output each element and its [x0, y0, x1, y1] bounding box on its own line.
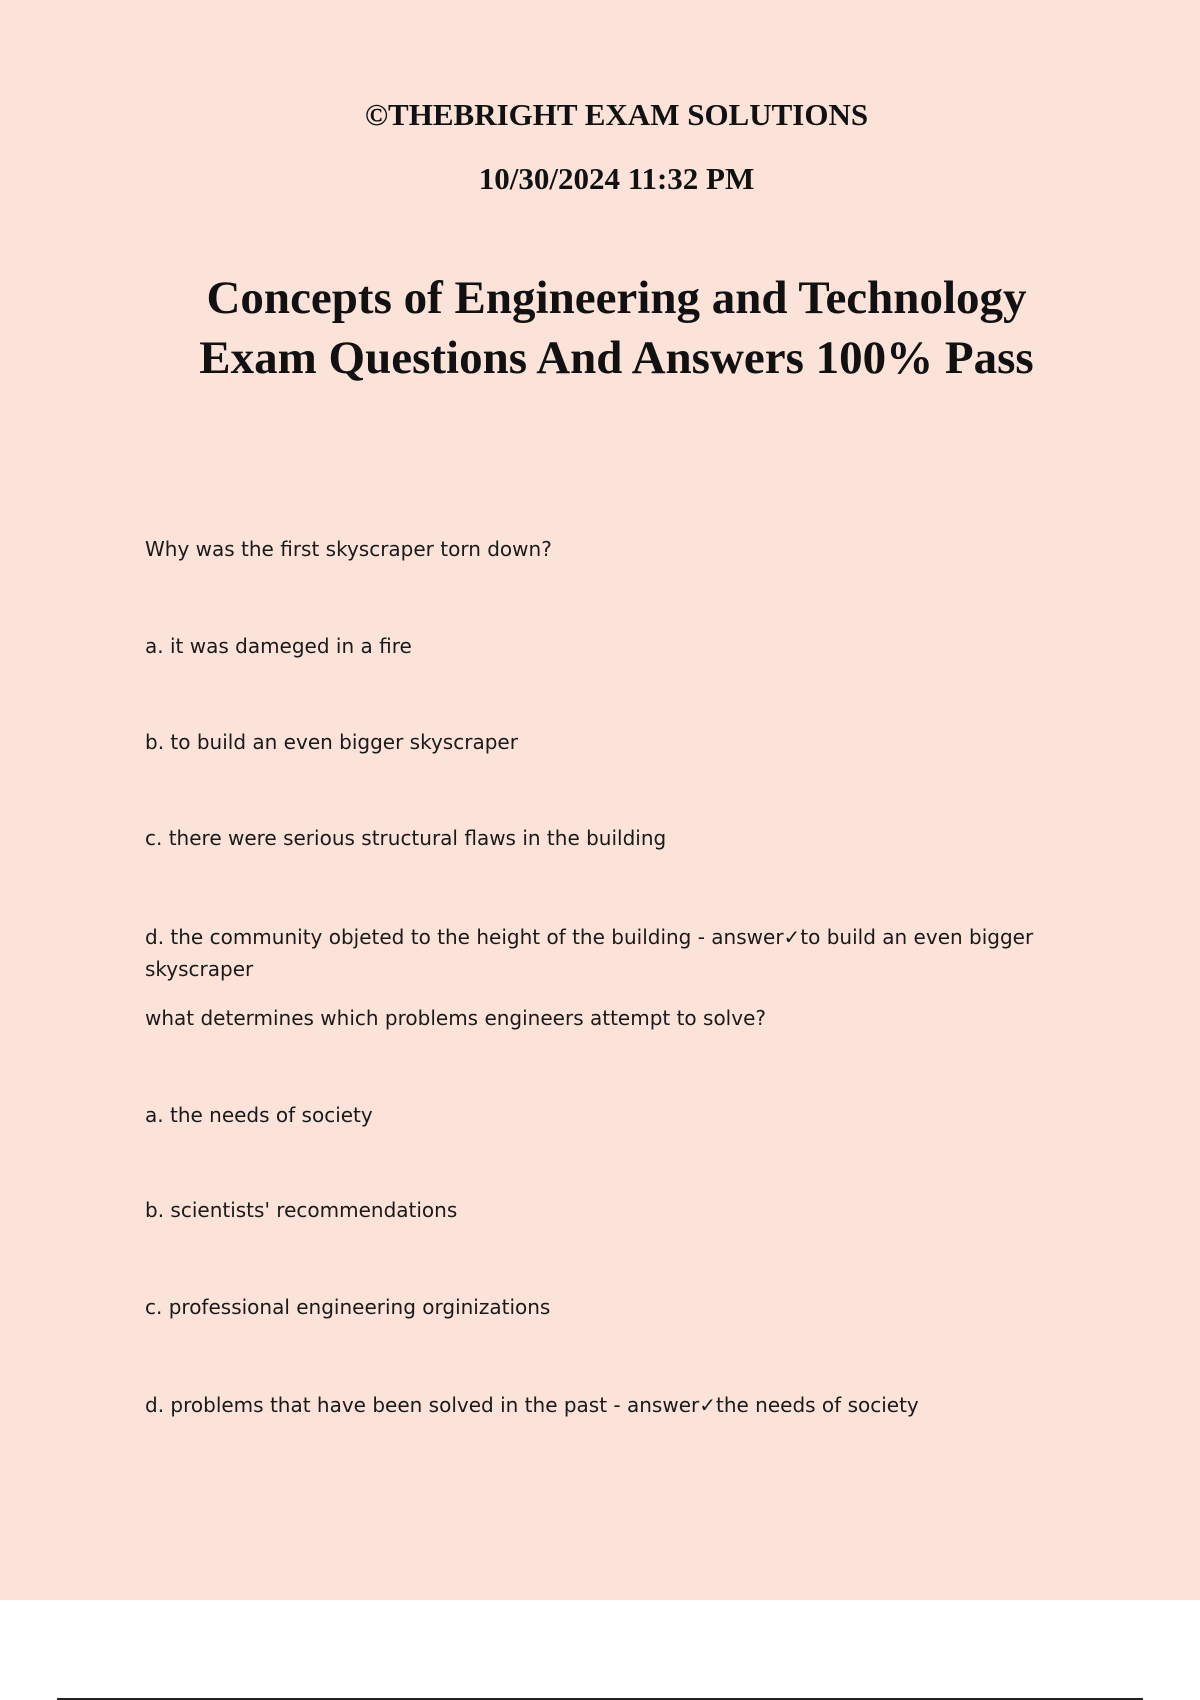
question-1-option-b: b. to build an even bigger skyscraper [145, 730, 518, 754]
question-1-option-c: c. there were serious structural flaws in the building [145, 826, 667, 850]
question-1-answer-continuation: skyscraper [145, 957, 254, 981]
question-1-option-a: a. it was dameged in a fire [145, 634, 412, 658]
question-2-option-d: d. problems that have been solved in the past - answer✓the needs of society [145, 1393, 919, 1417]
question-2: what determines which problems engineers attempt to solve? [145, 1006, 766, 1030]
copyright-header: ©THEBRIGHT EXAM SOLUTIONS [364, 97, 869, 132]
title-line-2: Exam Questions And Answers 100% Pass [199, 332, 1034, 384]
question-2-option-a: a. the needs of society [145, 1103, 373, 1127]
timestamp: 10/30/2024 11:32 PM [478, 161, 755, 196]
title-line-1: Concepts of Engineering and Technology [206, 272, 1027, 324]
document-title [0, 268, 1200, 388]
question-1: Why was the first skyscraper torn down? [145, 537, 552, 561]
question-2-option-c: c. professional engineering orginizations [145, 1295, 551, 1319]
question-1-option-d: d. the community objeted to the height of the building - answer✓to build an even bigger [145, 925, 1034, 949]
question-2-option-b: b. scientists' recommendations [145, 1198, 458, 1222]
